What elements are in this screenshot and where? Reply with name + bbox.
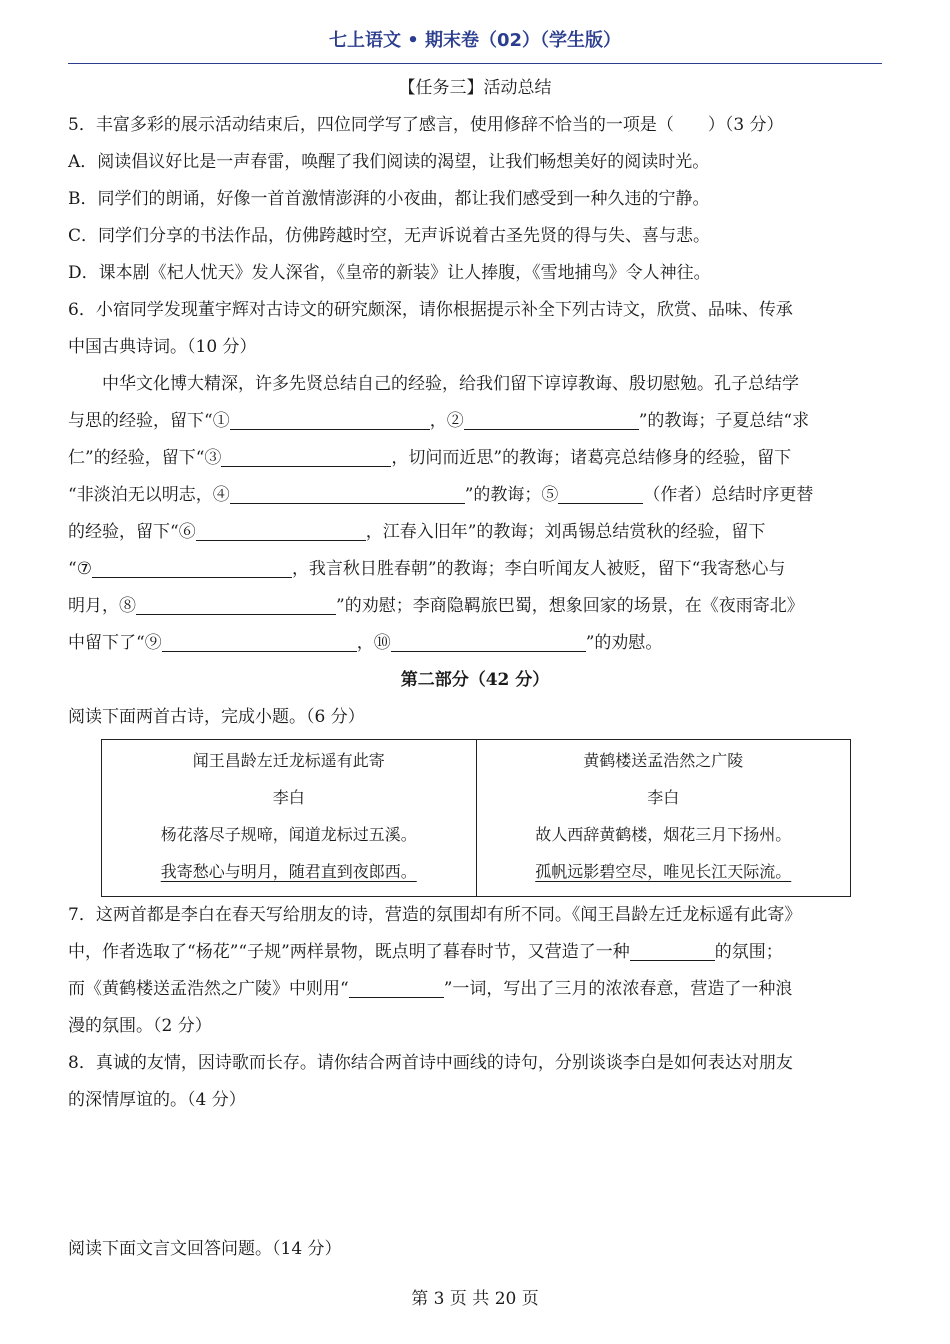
header-divider bbox=[68, 63, 882, 64]
answer-blank-1[interactable] bbox=[230, 407, 430, 430]
poem-line: 杨花落尽子规啼，闻道龙标过五溪。 bbox=[160, 825, 417, 844]
q6-passage-line3: 仁”的经验，留下“③ ，切问而近思”的教诲；诸葛亮总结修身的经验，留下 bbox=[68, 440, 882, 477]
answer-blank-9[interactable] bbox=[162, 629, 357, 652]
answer-blank-5[interactable] bbox=[558, 481, 643, 504]
q5-option-d: D．课本剧《杞人忧天》发人深省，《皇帝的新装》让人捧腹，《雪地捕鸟》令人神往。 bbox=[68, 263, 711, 283]
poem-cell-right bbox=[476, 740, 851, 897]
answer-blank-4[interactable] bbox=[230, 481, 465, 504]
q6-passage-line4: “非淡泊无以明志，④ ”的教诲；⑤ （作者）总结时序更替 bbox=[68, 477, 882, 514]
q7-line4: 漫的氛围。（2 分） bbox=[68, 1016, 212, 1036]
q7-line3: 而《黄鹤楼送孟浩然之广陵》中则用“ ”一词，写出了三月的浓浓春意，营造了一种浪 bbox=[68, 971, 882, 1008]
q5-option-a: A．阅读倡议好比是一声春雷，唤醒了我们阅读的渴望，让我们畅想美好的阅读时光。 bbox=[68, 152, 710, 172]
q6-passage-line2: 与思的经验，留下“① ，② ”的教诲；子夏总结“求 bbox=[68, 403, 882, 440]
poem-author: 李白 bbox=[647, 788, 680, 807]
task3-title: 【任务三】活动总结 bbox=[398, 78, 552, 98]
q6-passage-line8: 中留下了“⑨ ，⑩ ”的劝慰。 bbox=[68, 625, 882, 662]
q6-passage-line7: 明月，⑧ ”的劝慰；李商隐羁旅巴蜀，想象回家的场景，在《夜雨寄北》 bbox=[68, 588, 882, 625]
page-content bbox=[68, 70, 882, 1268]
q8-line2: 的深情厚谊的。（4 分） bbox=[68, 1090, 246, 1110]
poem-title: 闻王昌龄左迁龙标遥有此寄 bbox=[192, 751, 385, 770]
answer-blank-8[interactable] bbox=[136, 592, 336, 615]
q6-stem-line2: 中国古典诗词。（10 分） bbox=[68, 337, 257, 357]
poem-author: 李白 bbox=[272, 788, 305, 807]
poem-title: 黄鹤楼送孟浩然之广陵 bbox=[583, 751, 744, 770]
answer-blank-7[interactable] bbox=[92, 555, 292, 578]
answer-blank-6[interactable] bbox=[196, 518, 366, 541]
answer-blank-q7-1[interactable] bbox=[630, 938, 715, 961]
q6-passage-line6: “⑦ ，我言秋日胜春朝”的教诲；李白听闻友人被贬，留下“我寄愁心与 bbox=[68, 551, 882, 588]
q7-line2: 中，作者选取了“杨花”“子规”两样景物，既点明了暮春时节，又营造了一种 的氛围； bbox=[68, 934, 882, 971]
q5-option-c: C．同学们分享的书法作品，仿佛跨越时空，无声诉说着古圣先贤的得与失、喜与悲。 bbox=[68, 226, 711, 246]
poem-underlined-line: 孤帆远影碧空尽，唯见长江天际流。 bbox=[535, 862, 792, 881]
q6-passage-line1: 中华文化博大精深，许多先贤总结自己的经验，给我们留下谆谆教诲、殷切慰勉。孔子总结学 bbox=[68, 374, 799, 394]
q7-line1: 7．这两首都是李白在春天写给朋友的诗，营造的氛围却有所不同。《闻王昌龄左迁龙标遥有此寄》 bbox=[68, 905, 802, 925]
q5-option-b: B．同学们的朗诵，好像一首首激情澎湃的小夜曲，都让我们感受到一种久违的宁静。 bbox=[68, 189, 710, 209]
classical-chinese-intro: 阅读下面文言文回答问题。（14 分） bbox=[68, 1239, 342, 1259]
answer-blank-2[interactable] bbox=[464, 407, 639, 430]
answer-blank-10[interactable] bbox=[391, 629, 586, 652]
part2-title: 第二部分（42 分） bbox=[400, 670, 550, 690]
answer-space[interactable] bbox=[68, 1119, 882, 1231]
poems-table bbox=[101, 739, 851, 897]
answer-blank-3[interactable] bbox=[221, 444, 391, 467]
page-header-title: 七上语文 • 期末卷（02）（学生版） bbox=[328, 30, 622, 51]
poem-underlined-line: 我寄愁心与明月，随君直到夜郎西。 bbox=[160, 862, 417, 881]
poem-line: 故人西辞黄鹤楼，烟花三月下扬州。 bbox=[535, 825, 792, 844]
poem-cell-left bbox=[102, 740, 477, 897]
page-number: 第 3 页 共 20 页 bbox=[411, 1289, 539, 1309]
q5-stem: 5．丰富多彩的展示活动结束后，四位同学写了感言，使用修辞不恰当的一项是（ ）（3 分） bbox=[68, 115, 784, 135]
q6-passage-line5: 的经验，留下“⑥ ，江春入旧年”的教诲；刘禹锡总结赏秋的经验，留下 bbox=[68, 514, 882, 551]
answer-blank-q7-2[interactable] bbox=[349, 975, 444, 998]
poems-intro: 阅读下面两首古诗，完成小题。（6 分） bbox=[68, 707, 365, 727]
q8-line1: 8．真诚的友情，因诗歌而长存。请你结合两首诗中画线的诗句，分别谈谈李白是如何表达对朋友 bbox=[68, 1053, 793, 1073]
q6-stem-line1: 6．小宿同学发现董宇辉对古诗文的研究颇深，请你根据提示补全下列古诗文，欣赏、品味、传承 bbox=[68, 300, 793, 320]
